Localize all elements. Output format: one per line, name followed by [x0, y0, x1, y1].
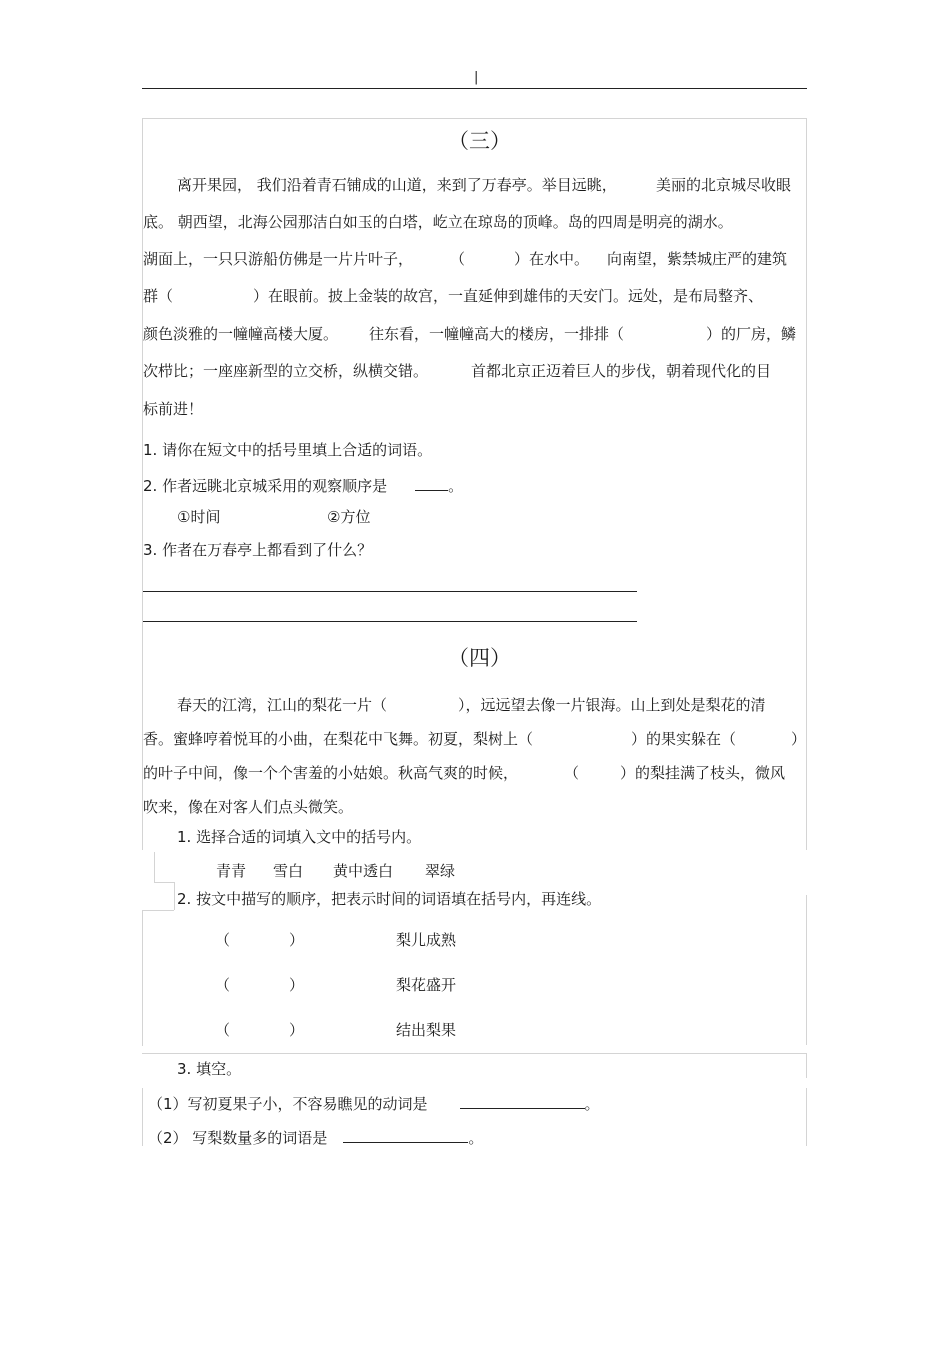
- s3-line5c: ）的厂房，鳞: [706, 325, 797, 343]
- s4-paren-close-1: ）: [289, 931, 305, 949]
- frame-top: [142, 118, 807, 119]
- s3-line2: 底。 朝西望，北海公园那洁白如玉的白塔，屹立在琼岛的顶峰。岛的四周是明亮的湖水。: [143, 213, 733, 231]
- s3-answer-line-2[interactable]: [143, 621, 637, 622]
- s4-line2a: 香。蜜蜂哼着悦耳的小曲，在梨花中飞舞。初夏，梨树上（: [143, 730, 534, 748]
- s4-line2c: ）: [791, 730, 807, 748]
- s3-option-time: ①时间: [177, 508, 221, 526]
- s4-line1a: 春天的江湾，江山的梨花一片（: [177, 696, 388, 714]
- frame-left-lower: [142, 910, 143, 1046]
- s3-line6a: 次栉比；一座座新型的立交桥，纵横交错。: [143, 362, 429, 380]
- s3-question-2: [143, 474, 463, 496]
- s4-match-item-3: 结出梨果: [396, 1021, 457, 1039]
- s3-question-2-end: 。: [448, 477, 464, 495]
- s4-paren-close-3: ）: [289, 1021, 305, 1039]
- header-mark: |: [474, 70, 479, 85]
- s4-paren-close-2: ）: [289, 976, 305, 994]
- s3-line3b: （: [450, 250, 466, 268]
- s4-word-3: 黄中透白: [333, 862, 394, 880]
- s4-match-item-1: 梨儿成熟: [396, 931, 457, 949]
- s4-fill-2-text: （2） 写梨数量多的词语是: [148, 1129, 328, 1147]
- s3-answer-blank[interactable]: [415, 474, 448, 491]
- s3-line3d: 向南望，紫禁城庄严的建筑: [607, 250, 788, 268]
- s4-line3c: ）的梨挂满了枝头，微风: [620, 764, 786, 782]
- s4-word-4: 翠绿: [425, 862, 456, 880]
- s4-fill-1-text: （1）写初夏果子小，不容易瞧见的动词是: [148, 1095, 428, 1113]
- frame-step-b: [154, 882, 174, 883]
- frame-fill-left: [142, 1088, 143, 1146]
- frame-step-a: [154, 852, 155, 882]
- s3-option-direction: ②方位: [327, 508, 371, 526]
- s3-line1a: 离开果园， 我们沿着青石铺成的山道，来到了万春亭。举目远眺，: [177, 176, 617, 194]
- s3-question-3: 3. 作者在万春亭上都看到了什么？: [143, 541, 373, 559]
- s3-line5b: 往东看，一幢幢高大的楼房，一排排（: [369, 325, 625, 343]
- s4-fill-2-period: 。: [468, 1129, 484, 1147]
- s3-line7: 标前进！: [143, 400, 204, 418]
- s3-question-1: 1. 请你在短文中的括号里填上合适的词语。: [143, 441, 433, 459]
- s4-word-2: 雪白: [273, 862, 304, 880]
- s4-fill-1: [148, 1092, 600, 1114]
- s4-paren-open-2: （: [215, 976, 231, 994]
- s4-question-1: 1. 选择合适的词填入文中的括号内。: [177, 828, 422, 846]
- s3-line4a: 群（: [143, 287, 174, 305]
- frame-step-c: [142, 910, 174, 911]
- frame-fill-right: [806, 1088, 807, 1146]
- frame-q3-right: [806, 1053, 807, 1078]
- s4-line4: 吹来，像在对客人们点头微笑。: [143, 798, 354, 816]
- s3-line1b: 美丽的北京城尽收眼: [656, 176, 792, 194]
- frame-step-d: [174, 882, 175, 910]
- s4-word-1: 青青: [216, 862, 247, 880]
- frame-right-lower: [806, 895, 807, 1045]
- header-rule: [142, 88, 807, 89]
- s4-match-item-2: 梨花盛开: [396, 976, 457, 994]
- frame-right: [806, 118, 807, 850]
- s4-paren-open-1: （: [215, 931, 231, 949]
- s3-answer-line-1[interactable]: [143, 591, 637, 592]
- frame-q3-top: [142, 1053, 807, 1054]
- s4-fill-1-blank[interactable]: [460, 1092, 585, 1109]
- s4-fill-1-period: 。: [584, 1095, 600, 1113]
- s4-fill-2: [148, 1126, 483, 1148]
- s4-question-2: 2. 按文中描写的顺序，把表示时间的词语填在括号内，再连线。: [177, 890, 602, 908]
- s3-line3c: ）在水中。: [514, 250, 590, 268]
- s4-line2b: ）的果实躲在（: [631, 730, 737, 748]
- s4-line1b: ），远远望去像一片银海。山上到处是梨花的清: [458, 696, 766, 714]
- s3-line5a: 颜色淡雅的一幢幢高楼大厦。: [143, 325, 339, 343]
- s3-line3a: 湖面上，一只只游船仿佛是一片片叶子，: [143, 250, 414, 268]
- s4-question-3: 3. 填空。: [177, 1060, 242, 1078]
- s4-fill-2-blank[interactable]: [343, 1126, 468, 1143]
- s4-paren-open-3: （: [215, 1021, 231, 1039]
- section4-title: （四）: [448, 646, 511, 670]
- s3-line4b: ）在眼前。披上金装的故宫，一直延伸到雄伟的天安门。远处，是布局整齐、: [253, 287, 764, 305]
- s3-line6b: 首都北京正迈着巨人的步伐，朝着现代化的目: [471, 362, 772, 380]
- s3-question-2-text: 2. 作者远眺北京城采用的观察顺序是: [143, 477, 388, 495]
- s4-line3a: 的叶子中间，像一个个害羞的小姑娘。秋高气爽的时候，: [143, 764, 519, 782]
- section3-title: （三）: [448, 129, 511, 153]
- s4-line3b: （: [564, 764, 580, 782]
